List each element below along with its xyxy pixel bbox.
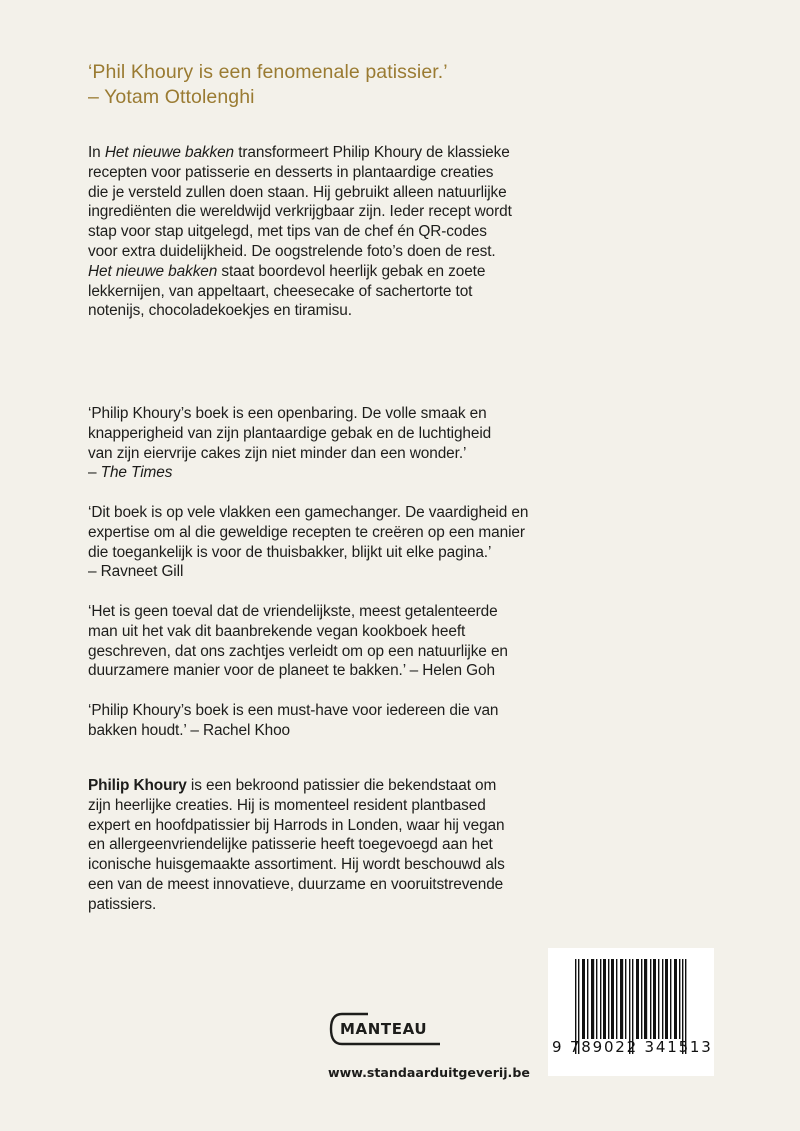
review-rachel-khoo xyxy=(88,701,528,741)
review-line: man uit het vak dit baanbrekende vegan kookboek heeft xyxy=(88,622,466,640)
bio-line: zijn heerlijke creaties. Hij is momenteel resident plantbased xyxy=(88,796,486,814)
description-line: voor extra duidelijkheid. De oogstrelende foto’s doen de rest. xyxy=(88,242,496,260)
review-line: knapperigheid van zijn plantaardige gebak en de luchtigheid xyxy=(88,424,492,442)
review-source: The Times xyxy=(100,464,173,482)
description-line xyxy=(88,143,512,163)
blurb-quote-text: ‘Phil Khoury is een fenomenale patissier.’ xyxy=(88,61,448,83)
description-line: ingrediënten die wereldwijd verkrijgbaar zijn. Ieder recept wordt xyxy=(88,203,512,221)
review-line: van zijn eiervrije cakes zijn niet minder dan een wonder.’ xyxy=(88,444,467,462)
review-line: ‘Philip Khoury’s boek is een openbaring. De volle smaak en xyxy=(88,405,487,422)
text-segment: transformeert Philip Khoury de klassieke xyxy=(234,144,510,161)
text-segment: is een bekroond patissier die bekendstaat om xyxy=(186,777,497,794)
description-line: notenijs, chocoladekoekjes en tiramisu. xyxy=(88,302,352,320)
bio-line xyxy=(88,776,505,796)
isbn-number: 9 789022 341513 xyxy=(552,1038,713,1056)
description-line: recepten voor patisserie en desserts in plantaardige creaties xyxy=(88,163,494,181)
press-reviews xyxy=(88,404,528,760)
review-line: die toegankelijk is voor de thuisbakker, blijkt uit elke pagina.’ xyxy=(88,543,492,561)
author-name: Philip Khoury xyxy=(88,777,187,794)
text-segment: In xyxy=(88,144,105,161)
review-line: duurzamere manier voor de planeet te bakken.’ – Helen Goh xyxy=(88,662,495,680)
review-ravneet-gill xyxy=(88,503,528,582)
isbn-barcode xyxy=(548,948,714,1076)
description-line: lekkernijen, van appeltaart, cheesecake of sachertorte tot xyxy=(88,282,473,300)
manteau-logo xyxy=(328,1012,443,1048)
publisher-website: www.standaarduitgeverij.be xyxy=(328,1065,530,1080)
description-line xyxy=(88,262,512,282)
book-description xyxy=(88,143,512,321)
review-source: Ravneet Gill xyxy=(100,563,184,581)
featured-blurb xyxy=(88,60,448,110)
dash: – xyxy=(88,464,101,482)
review-line: expertise om al die geweldige recepten te creëren op een manier xyxy=(88,523,525,541)
review-the-times xyxy=(88,404,528,483)
bio-line: een van de meest innovatieve, duurzame en vooruitstrevende xyxy=(88,875,504,893)
review-line: bakken houdt.’ – Rachel Khoo xyxy=(88,721,290,739)
publisher-block xyxy=(328,1012,530,1080)
dash: – xyxy=(88,563,101,581)
review-line: ‘Dit boek is op vele vlakken een gamechanger. De vaardigheid en xyxy=(88,503,529,521)
author-bio xyxy=(88,776,505,915)
bio-line: patissiers. xyxy=(88,895,157,913)
book-title-italic: Het nieuwe bakken xyxy=(104,144,235,161)
bio-line: expert en hoofdpatissier bij Harrods in Londen, waar hij vegan xyxy=(88,816,505,834)
review-attribution xyxy=(88,562,528,582)
bio-line: iconische huisgemaakte assortiment. Hij wordt beschouwd als xyxy=(88,856,505,874)
review-helen-goh xyxy=(88,602,528,681)
review-line: ‘Philip Khoury’s boek is een must-have voor iedereen die van xyxy=(88,701,499,719)
description-line: stap voor stap uitgelegd, met tips van de chef én QR-codes xyxy=(88,223,487,241)
blurb-attribution: – Yotam Ottolenghi xyxy=(88,86,255,108)
book-title-italic: Het nieuwe bakken xyxy=(88,262,218,280)
review-attribution xyxy=(88,463,528,483)
description-line: die je versteld zullen doen staan. Hij gebruikt alleen natuurlijke xyxy=(88,183,507,201)
manteau-logo-text: MANTEAU xyxy=(340,1020,428,1038)
review-line: geschreven, dat ons zachtjes verleidt om op een natuurlijke en xyxy=(88,642,508,660)
review-line: ‘Het is geen toeval dat de vriendelijkste, meest getalenteerde xyxy=(88,602,498,620)
bio-line: en allergeenvriendelijke patisserie heeft toegevoegd aan het xyxy=(88,836,493,854)
text-segment: staat boordevol heerlijk gebak en zoete xyxy=(217,262,486,280)
